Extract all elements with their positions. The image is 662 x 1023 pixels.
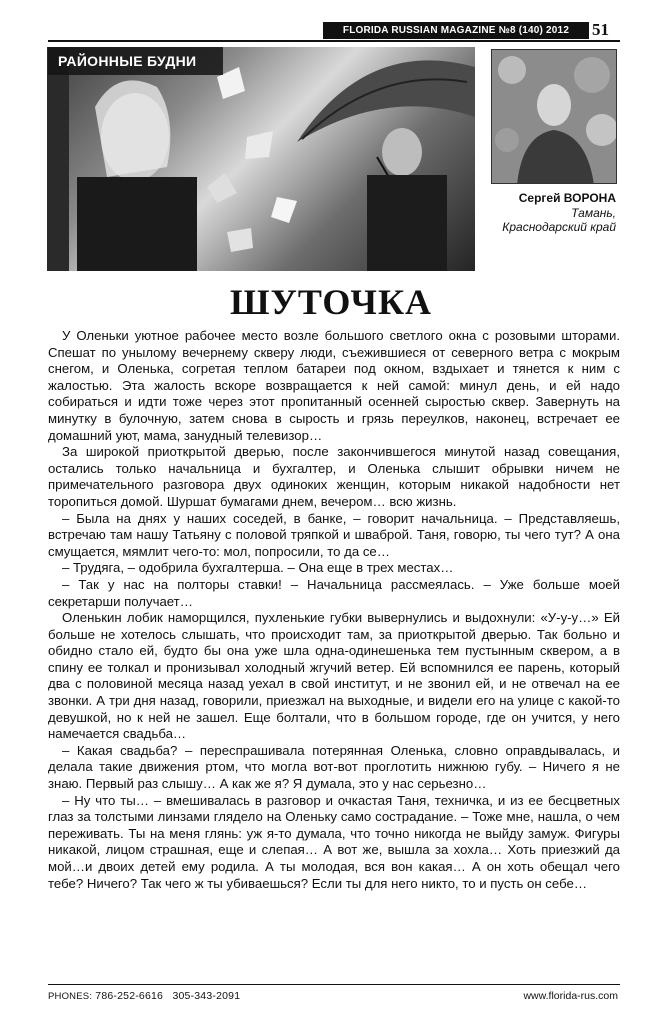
article-paragraph: – Так у нас на полторы ставки! – Начальница рассмеялась. – Уже больше моей секретарши получает… xyxy=(48,576,620,609)
magazine-header: FLORIDA RUSSIAN MAGAZINE №8 (140) 2012 xyxy=(323,22,589,39)
article-body xyxy=(48,328,620,892)
rubric-label: РАЙОННЫЕ БУДНИ xyxy=(48,47,223,75)
article-paragraph: – Трудяга, – одобрила бухгалтерша. – Она еще в трех местах… xyxy=(62,560,454,576)
header-divider xyxy=(48,40,620,42)
article-paragraph: – Ну что ты… – вмешивалась в разговор и очкастая Таня, техничка, и из ее бесцветных глаз за толстыми линзами глядело на Оленьку само сострадание. – Тоже мне, нашла, о чем переживать. Ты на меня глянь: уж я-то думала, что точно никогда не выйду замуж. Фигуры никакой, лицом страшная, еще и слепая… А вот же, вышла за хохла… Хоть приезжий да мой…и двоих детей ему родила. А ты молодая, вся вон какая… А он хоть обещал чего тебе? Ничего? Так чего ж ты убиваешься? Если ты для него никто, то и пусть он себе… xyxy=(48,792,620,891)
hero-photo xyxy=(47,47,475,271)
footer-divider xyxy=(48,984,620,985)
author-name: Сергей ВОРОНА xyxy=(518,191,616,205)
author-location-region: Краснодарский край xyxy=(502,220,616,234)
article-paragraph: – Какая свадьба? – переспрашивала потерянная Оленька, словно оправдывалась, и делала такие движения ртом, что могла вот-вот проглотить нижнюю губу. – Ничего я не знаю. Первый раз слышу… А как же я? Я думала, это у нас серьезно… xyxy=(48,742,620,792)
phone-number: 305-343-2091 xyxy=(172,990,241,1002)
footer-phones xyxy=(48,990,240,1002)
author-location xyxy=(502,206,616,234)
article-title: ШУТОЧКА xyxy=(229,282,433,322)
page-number: 51 xyxy=(592,20,609,39)
article-paragraph: У Оленьки уютное рабочее место возле большого светлого окна с розовыми шторами. Спешат по унылому вечернему скверу люди, съежившиеся от северного ветра с мокрым снегом, и Оленька, согретая теплом батареи под окном, вздыхает и тянется к ним с жалостью. Эта жалость вскоре возвращается к ней самой: минул день, и ей надо собираться и идти тоже через этот пропитанный осенней сыростью сквер. Завернуть на минутку в булочную, затем снова в сырость и грязь переулков, наконец, встречает ее домашний уют, мама, занудный телевизор… xyxy=(48,328,620,443)
author-location-town: Тамань, xyxy=(571,206,616,220)
article-paragraph: Оленькин лобик наморщился, пухленькие губки вывернулись и выдохнули: «У-у-у…» Ей больше не хотелось слышать, что происходит там, за приоткрытой дверью. Так больно и обидно стало ей, будто бы она уже шла одна-одинешенька тем пустынным сквером, а в спину ее толкал и пронизывал холодный жгучий ветер. Ей вспомнился ее парень, который два с половиной месяца назад уехал в свой институт, и не звонил ей, и не отвечал на ее звонки. А три дня назад, говорили, приезжал на выходные, и видели его на улице с какой-то девушкой, но к ней не зашел. Еще болтали, что в большом городе, где он учится, у него намечается свадьба… xyxy=(48,610,620,742)
phones-label: PHONES: xyxy=(48,991,93,1002)
article-paragraph: – Была на днях у наших соседей, в банке, – говорит начальница. – Представляешь, встречаю там нашу Татьяну с половой тряпкой и шваброй. Таня, говорю, ты чего тут? А она смущается, мямлит чего-то: мол, попросили, то да се… xyxy=(48,510,620,559)
author-photo xyxy=(491,49,617,184)
footer-website[interactable]: www.florida-rus.com xyxy=(523,990,618,1002)
article-paragraph: За широкой приоткрытой дверью, после закончившегося минутой назад совещания, остались только начальница и бухгалтер, и Оленька слышит обрывки ничем не примечательного разговора двух одиноких женщин, которым никакой надобности нет торопиться домой. Шуршат бумагами днем, вечером… всю жизнь. xyxy=(48,444,620,509)
phone-number: 786-252-6616 xyxy=(95,990,164,1002)
